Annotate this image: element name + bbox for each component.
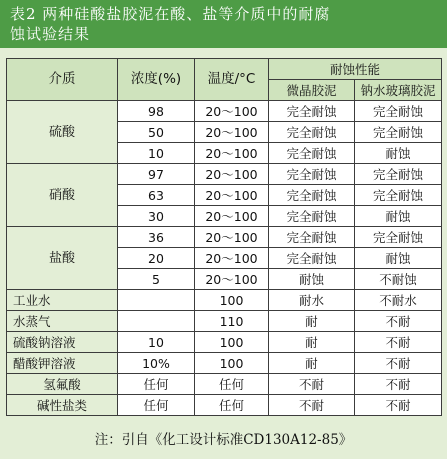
- water-glass-result-cell: 不耐: [355, 332, 442, 353]
- concentration-cell: [118, 311, 195, 332]
- microcrystal-result-cell: 耐: [269, 353, 355, 374]
- concentration-cell: 20: [118, 248, 195, 269]
- water-glass-result-cell: 完全耐蚀: [355, 164, 442, 185]
- medium-cell: 碱性盐类: [7, 395, 118, 416]
- microcrystal-result-cell: 完全耐蚀: [269, 227, 355, 248]
- water-glass-result-cell: 完全耐蚀: [355, 122, 442, 143]
- medium-sulfuric-acid: 硫酸: [7, 101, 118, 164]
- table-row: [7, 395, 442, 416]
- concentration-cell: 10: [118, 332, 195, 353]
- medium-cell: 工业水: [7, 290, 118, 311]
- water-glass-result-cell: 不耐: [355, 395, 442, 416]
- table-row: [7, 332, 442, 353]
- water-glass-result-cell: 不耐: [355, 353, 442, 374]
- microcrystal-result-cell: 耐: [269, 332, 355, 353]
- header-corrosion-resistance: 耐蚀性能: [269, 59, 442, 80]
- microcrystal-result-cell: 不耐: [269, 395, 355, 416]
- concentration-cell: 30: [118, 206, 195, 227]
- header-microcrystal-cement: 微晶胶泥: [269, 80, 355, 101]
- water-glass-result-cell: 不耐: [355, 311, 442, 332]
- temperature-cell: 20～100: [195, 227, 269, 248]
- table-row: [7, 101, 442, 122]
- concentration-cell: 10: [118, 143, 195, 164]
- temperature-cell: 100: [195, 353, 269, 374]
- concentration-cell: 任何: [118, 374, 195, 395]
- microcrystal-result-cell: 耐: [269, 311, 355, 332]
- temperature-cell: 100: [195, 290, 269, 311]
- water-glass-result-cell: 耐蚀: [355, 143, 442, 164]
- table-row: [7, 374, 442, 395]
- temperature-cell: 20～100: [195, 269, 269, 290]
- table-title: [0, 0, 447, 48]
- concentration-cell: [118, 290, 195, 311]
- header-medium: 介质: [7, 59, 118, 101]
- concentration-cell: 任何: [118, 395, 195, 416]
- medium-cell: 氢氟酸: [7, 374, 118, 395]
- concentration-cell: 98: [118, 101, 195, 122]
- water-glass-result-cell: 完全耐蚀: [355, 227, 442, 248]
- microcrystal-result-cell: 完全耐蚀: [269, 143, 355, 164]
- temperature-cell: 20～100: [195, 143, 269, 164]
- table-row: [7, 290, 442, 311]
- table-row: [7, 227, 442, 248]
- medium-hydrochloric-acid: 盐酸: [7, 227, 118, 290]
- microcrystal-result-cell: 完全耐蚀: [269, 122, 355, 143]
- temperature-cell: 20～100: [195, 101, 269, 122]
- water-glass-result-cell: 耐蚀: [355, 206, 442, 227]
- microcrystal-result-cell: 耐水: [269, 290, 355, 311]
- table-row: [7, 164, 442, 185]
- medium-nitric-acid: 硝酸: [7, 164, 118, 227]
- water-glass-result-cell: 完全耐蚀: [355, 101, 442, 122]
- temperature-cell: 20～100: [195, 164, 269, 185]
- table-row: [7, 353, 442, 374]
- table-title-line-1: 表2 两种硅酸盐胶泥在酸、盐等介质中的耐腐: [10, 5, 331, 23]
- concentration-cell: 10%: [118, 353, 195, 374]
- water-glass-result-cell: 不耐水: [355, 290, 442, 311]
- microcrystal-result-cell: 不耐: [269, 374, 355, 395]
- header-temperature: 温度/°C: [195, 59, 269, 101]
- temperature-cell: 20～100: [195, 122, 269, 143]
- water-glass-result-cell: 耐蚀: [355, 248, 442, 269]
- medium-cell: 醋酸钾溶液: [7, 353, 118, 374]
- concentration-cell: 97: [118, 164, 195, 185]
- medium-cell: 硫酸钠溶液: [7, 332, 118, 353]
- water-glass-result-cell: 不耐: [355, 374, 442, 395]
- table-row: [7, 311, 442, 332]
- header-water-glass-cement: 钠水玻璃胶泥: [355, 80, 442, 101]
- temperature-cell: 20～100: [195, 206, 269, 227]
- temperature-cell: 任何: [195, 395, 269, 416]
- temperature-cell: 100: [195, 332, 269, 353]
- microcrystal-result-cell: 完全耐蚀: [269, 185, 355, 206]
- concentration-cell: 50: [118, 122, 195, 143]
- temperature-cell: 20～100: [195, 248, 269, 269]
- concentration-cell: 5: [118, 269, 195, 290]
- header-concentration: 浓度(%): [118, 59, 195, 101]
- water-glass-result-cell: 完全耐蚀: [355, 185, 442, 206]
- concentration-cell: 63: [118, 185, 195, 206]
- concentration-cell: 36: [118, 227, 195, 248]
- microcrystal-result-cell: 完全耐蚀: [269, 206, 355, 227]
- source-note: 注：引自《化工设计标准CD130A12-85》: [94, 432, 353, 448]
- medium-cell: 水蒸气: [7, 311, 118, 332]
- corrosion-results-table: [6, 58, 442, 416]
- microcrystal-result-cell: 耐蚀: [269, 269, 355, 290]
- temperature-cell: 20～100: [195, 185, 269, 206]
- microcrystal-result-cell: 完全耐蚀: [269, 101, 355, 122]
- water-glass-result-cell: 不耐蚀: [355, 269, 442, 290]
- microcrystal-result-cell: 完全耐蚀: [269, 164, 355, 185]
- temperature-cell: 任何: [195, 374, 269, 395]
- temperature-cell: 110: [195, 311, 269, 332]
- table-title-line-2: 蚀试验结果: [10, 25, 91, 43]
- microcrystal-result-cell: 完全耐蚀: [269, 248, 355, 269]
